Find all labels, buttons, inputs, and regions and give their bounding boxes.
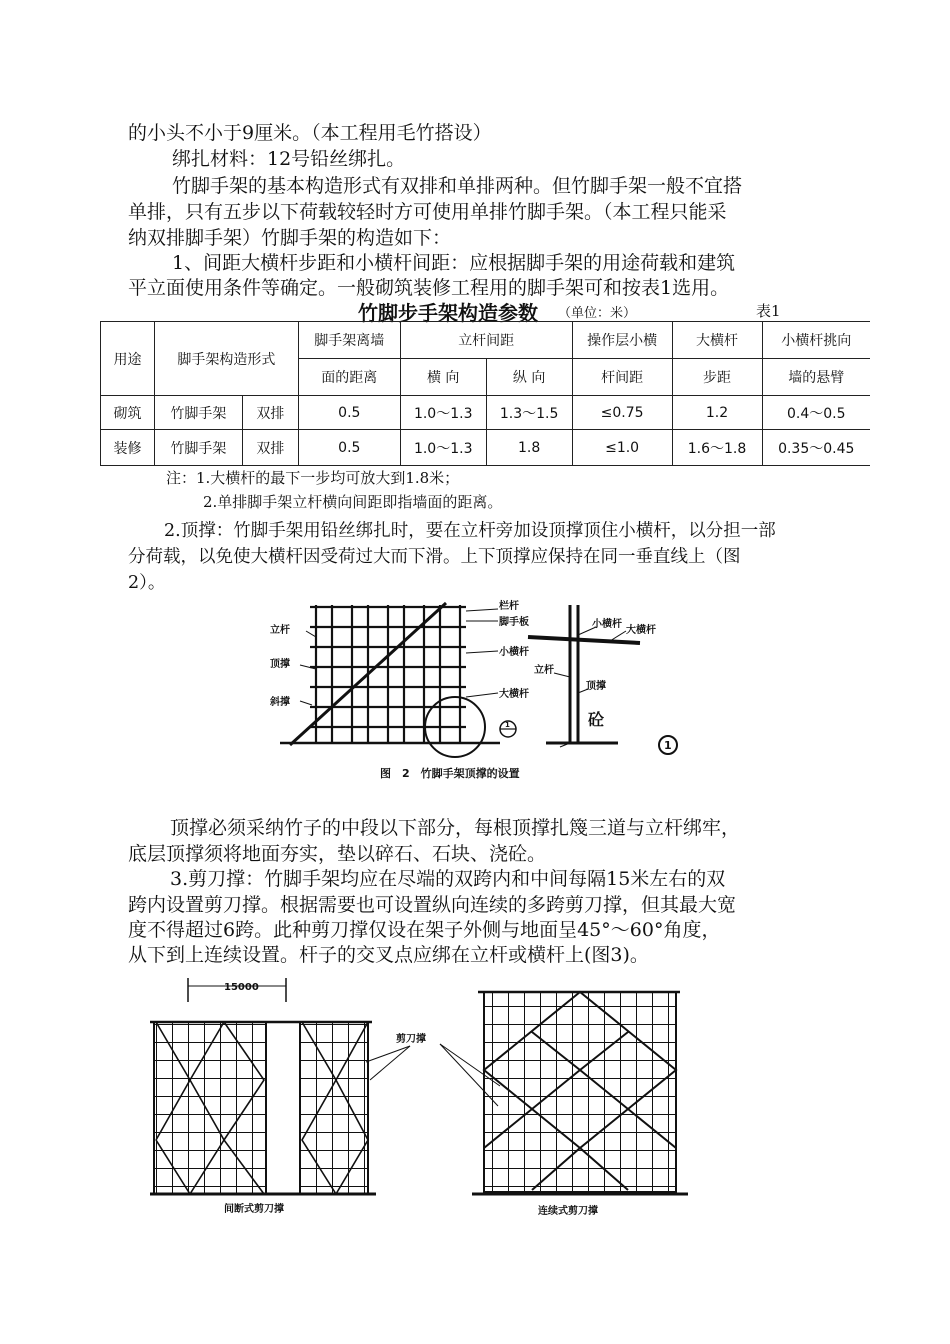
cell-form2: 双排	[242, 396, 298, 430]
cell-wall: 0.5	[298, 430, 400, 466]
cell-use: 装修	[101, 430, 155, 466]
cell-pole-v: 1.3～1.5	[486, 396, 572, 430]
header-small: 操作层小横	[572, 322, 672, 359]
paragraph-line: 3.剪刀撑：竹脚手架均应在尽端的双跨内和中间每隔15米左右的双	[170, 868, 726, 890]
fig2-circle: 1	[664, 739, 672, 752]
fig2-label: 大横杆	[499, 689, 529, 700]
cell-arm: 0.35～0.45	[762, 430, 870, 466]
fig2-label: 大横杆	[626, 625, 656, 636]
cell-pole-h: 1.0～1.3	[400, 430, 486, 466]
fig3-caption-left: 间断式剪刀撑	[224, 1204, 284, 1215]
header-arm-2: 墙的悬臂	[762, 359, 870, 396]
paragraph-line: 从下到上连续设置。杆子的交叉点应绑在立杆或横杆上(图3)。	[128, 944, 649, 966]
table-title: 竹脚步手架构造参数	[358, 301, 538, 325]
paragraph-line: 单排，只有五步以下荷载较轻时方可使用单排竹脚手架。（本工程只能采	[128, 201, 727, 223]
fig3-dim: 15000	[224, 982, 259, 993]
fig2-label: 立杆	[270, 625, 290, 636]
paragraph-line: 的小头不小于9厘米。（本工程用毛竹搭设）	[128, 122, 492, 144]
cell-big: 1.2	[672, 396, 762, 430]
fig2-label: 脚手板	[499, 617, 529, 628]
table-row	[101, 396, 871, 430]
cell-use: 砌筑	[101, 396, 155, 430]
table-heading	[128, 297, 850, 325]
paragraph-line: 2）。	[128, 573, 166, 593]
fig2-label: 立杆	[534, 665, 554, 676]
paragraph-line: 竹脚手架的基本构造形式有双排和单排两种。但竹脚手架一般不宜搭	[172, 175, 743, 197]
cell-big: 1.6～1.8	[672, 430, 762, 466]
fig3-caption-right: 连续式剪刀撑	[538, 1206, 598, 1217]
cell-arm: 0.4～0.5	[762, 396, 870, 430]
figure-3	[140, 970, 700, 1220]
fig2-circle-small: 1	[505, 721, 510, 729]
paragraph-line: 度不得超过6跨。此种剪刀撑仅设在架子外侧与地面呈45°～60°角度，	[128, 919, 721, 941]
header-pole-v: 纵 向	[486, 359, 572, 396]
cell-small: ≤0.75	[572, 396, 672, 430]
header-form: 脚手架构造形式	[154, 322, 298, 396]
paragraph-line: 跨内设置剪刀撑。根据需要也可设置纵向连续的多跨剪刀撑，但其最大宽	[128, 894, 737, 916]
table-unit: （单位：米）	[558, 306, 637, 321]
fig2-label: 小横杆	[592, 619, 622, 630]
table-note: 注：1.大横杆的最下一步均可放大到1.8米；	[166, 469, 460, 487]
cell-wall: 0.5	[298, 396, 400, 430]
fig2-label: 顶撑	[586, 681, 606, 692]
cell-form1: 竹脚手架	[154, 430, 242, 466]
paragraph-line: 底层顶撑须将地面夯实，垫以碎石、石块、浇砼。	[128, 843, 547, 865]
table-row	[101, 430, 871, 466]
header-big-2: 步距	[672, 359, 762, 396]
header-wall-2: 面的距离	[298, 359, 400, 396]
cell-form1: 竹脚手架	[154, 396, 242, 430]
paragraph-line: 顶撑必须采纳竹子的中段以下部分，每根顶撑扎篾三道与立杆绑牢，	[170, 817, 741, 839]
table-number: 表1	[756, 302, 781, 320]
fig2-label: 顶撑	[270, 659, 290, 670]
header-wall: 脚手架离墙	[298, 322, 400, 359]
paragraph-line: 2.顶撑：竹脚手架用铅丝绑扎时，要在立杆旁加设顶撑顶住小横杆，以分担一部	[164, 521, 776, 541]
header-big: 大横杆	[672, 322, 762, 359]
cell-form2: 双排	[242, 430, 298, 466]
cell-small: ≤1.0	[572, 430, 672, 466]
figure-2	[270, 597, 690, 787]
paragraph-line: 1、间距大横杆步距和小横杆间距：应根据脚手架的用途荷载和建筑	[172, 252, 736, 274]
fig2-caption: 图 2 竹脚手架顶撑的设置	[380, 767, 520, 780]
fig2-label: 砼	[588, 710, 605, 729]
paragraph-line: 绑扎材料：12号铅丝绑扎。	[172, 148, 406, 170]
fig2-label: 斜撑	[270, 697, 290, 708]
cell-pole-v: 1.8	[486, 430, 572, 466]
cell-pole-h: 1.0～1.3	[400, 396, 486, 430]
table-note: 2.单排脚手架立杆横向间距即指墙面的距离。	[203, 493, 503, 511]
header-use: 用途	[101, 322, 155, 396]
fig2-label: 小横杆	[499, 647, 529, 658]
header-small-2: 杆间距	[572, 359, 672, 396]
paragraph-line: 平立面使用条件等确定。一般砌筑装修工程用的脚手架可和按表1选用。	[128, 277, 730, 299]
fig3-label: 剪刀撑	[396, 1034, 426, 1045]
spec-table	[100, 321, 870, 466]
fig2-label: 栏杆	[499, 601, 519, 612]
paragraph-line: 分荷载，以免使大横杆因受荷过大而下滑。上下顶撑应保持在同一垂直线上（图	[128, 547, 741, 567]
header-pole: 立杆间距	[400, 322, 572, 359]
paragraph-line: 纳双排脚手架）竹脚手架的构造如下：	[128, 227, 452, 249]
header-pole-h: 横 向	[400, 359, 486, 396]
header-arm: 小横杆挑向	[762, 322, 870, 359]
